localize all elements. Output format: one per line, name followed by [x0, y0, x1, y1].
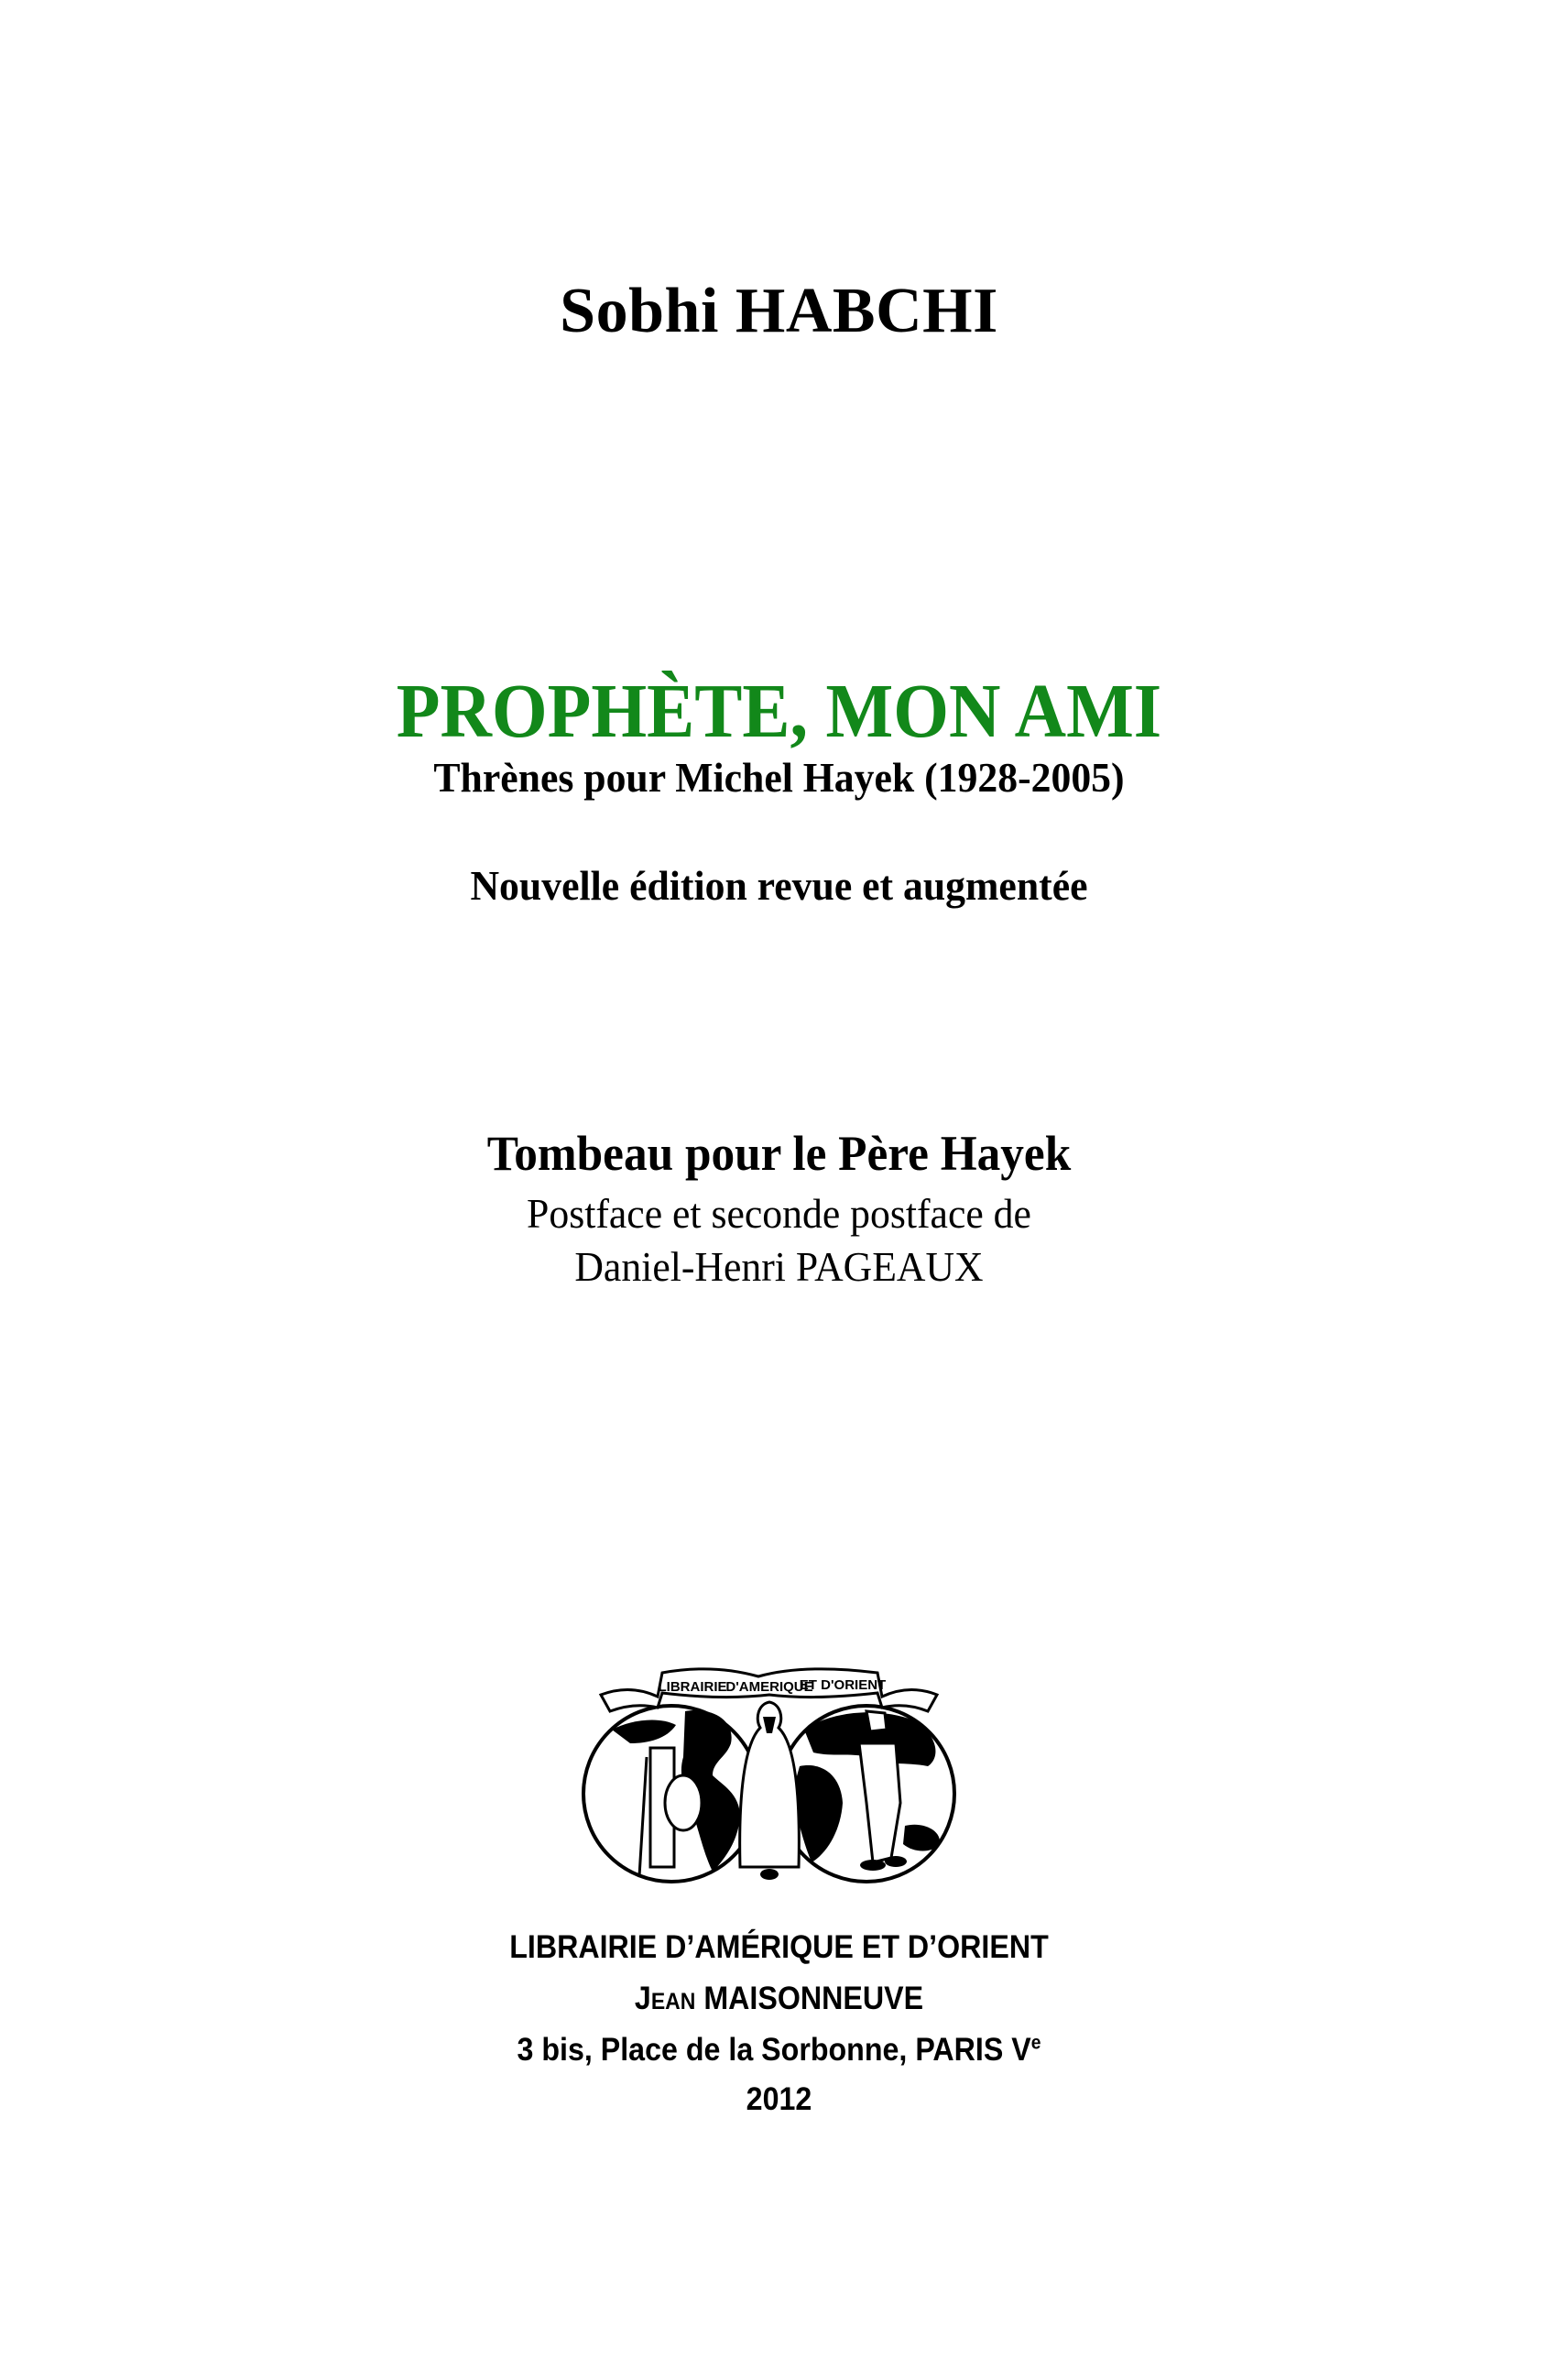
publisher-name: LIBRAIRIE D’AMÉRIQUE ET D’ORIENT: [509, 1929, 1049, 1965]
edition-note: Nouvelle édition revue et augmentée: [470, 862, 1088, 909]
publisher-person-last: MAISONNEUVE: [703, 1981, 924, 2016]
logo-banner-center: D'AMERIQUE: [725, 1679, 813, 1695]
publisher-person-first: Jean: [634, 1981, 696, 2016]
publisher-logo: [575, 1656, 960, 1885]
publisher-address: [62, 2032, 1496, 2069]
publisher-address-text: 3 bis, Place de la Sorbonne, PARIS V: [517, 2032, 1031, 2068]
publisher-address-superscript: e: [1030, 2032, 1041, 2054]
publication-year: 2012: [746, 2081, 812, 2117]
postface-author: Daniel-Henri PAGEAUX: [574, 1243, 984, 1290]
logo-banner-left: LIBRAIRIE: [658, 1679, 727, 1695]
supplement-title: Tombeau pour le Père Hayek: [486, 1126, 1072, 1181]
publisher-person: [62, 1981, 1496, 2017]
book-subtitle: Thrènes pour Michel Hayek (1928-2005): [433, 754, 1125, 801]
author-name: Sobhi HABCHI: [560, 276, 998, 346]
book-title: PROPHÈTE, MON AMI: [396, 669, 1162, 754]
publisher-globe-emblem-icon: [575, 1656, 960, 1885]
logo-banner-right: ET D'ORIENT: [799, 1677, 887, 1693]
postface-credit-line: Postface et seconde postface de: [527, 1190, 1031, 1237]
